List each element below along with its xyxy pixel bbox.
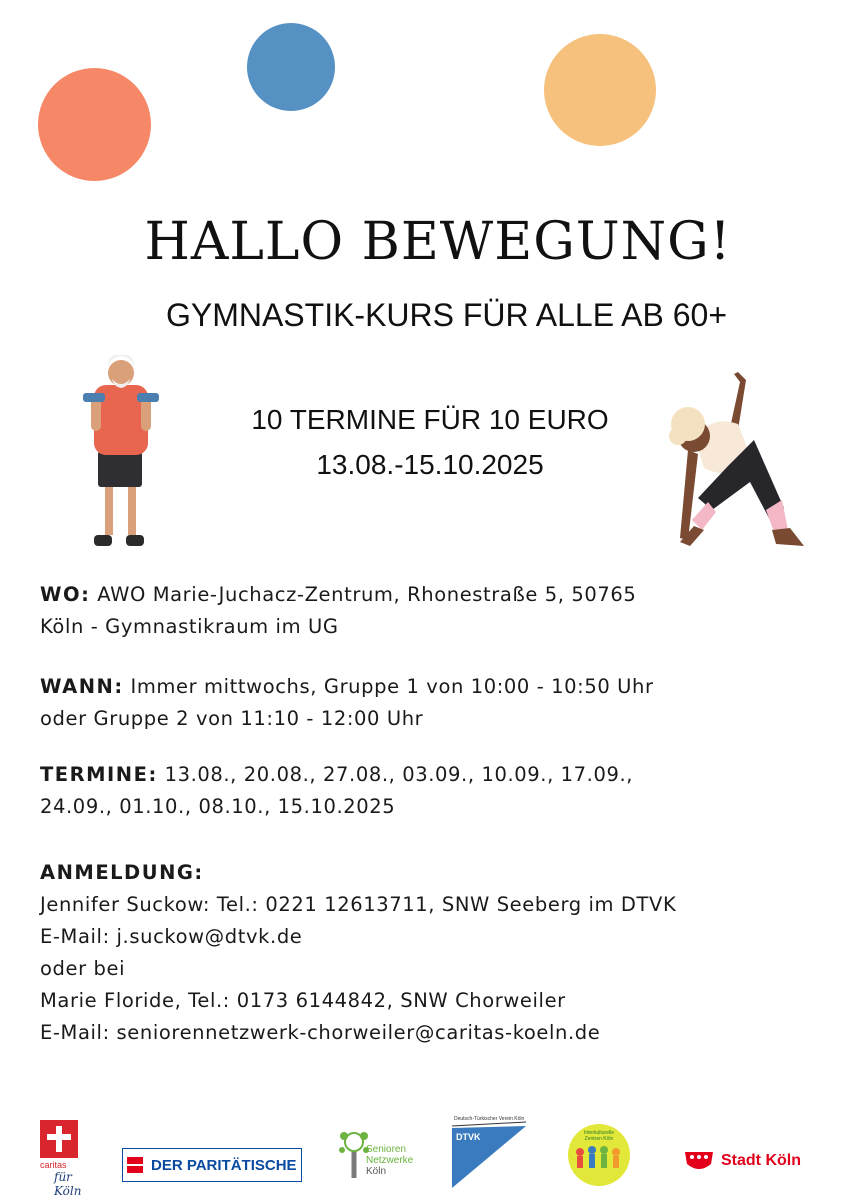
caritas-name: caritas: [40, 1160, 67, 1170]
senioren-line: Köln: [366, 1166, 387, 1177]
people-group-icon: [568, 1124, 630, 1186]
time-text: Immer mittwochs, Gruppe 1 von 10:00 - 10:50 Uhr: [130, 675, 654, 698]
dtvk-logo: [448, 1118, 528, 1190]
time-text-2: oder Gruppe 2 von 11:10 - 12:00 Uhr: [40, 707, 424, 730]
dates-label: TERMINE:: [40, 763, 158, 786]
dtvk-triangle-icon: [448, 1118, 528, 1190]
senioren-line: Senioren: [366, 1144, 407, 1155]
dates-block: [40, 759, 820, 823]
location-text: AWO Marie-Juchacz-Zentrum, Rhonestraße 5, 50765: [97, 583, 637, 606]
time-label: WANN:: [40, 675, 124, 698]
location-text-2: Köln - Gymnastikraum im UG: [40, 615, 339, 638]
registration-line: Marie Floride, Tel.: 0173 6144842, SNW Chorweiler: [40, 989, 566, 1012]
offer-price: 10 TERMINE FÜR 10 EURO: [251, 404, 609, 435]
interkulturelle-name: Interkulturelle Zentren Köln: [583, 1130, 614, 1142]
caritas-logo: [40, 1120, 102, 1198]
paritaetische-name: DER PARITÄTISCHE: [151, 1156, 297, 1174]
registration-line: E-Mail: j.suckow@dtvk.de: [40, 925, 303, 948]
caritas-cross-icon: [40, 1120, 78, 1158]
stadt-koeln-logo: [683, 1148, 801, 1174]
dtvk-name: DTVK: [456, 1132, 481, 1142]
registration-line: E-Mail: seniorennetzwerk-chorweiler@caritas-koeln.de: [40, 1021, 601, 1044]
dtvk-top: Deutsch-Türkischer Verein Köln: [454, 1116, 525, 1122]
location-block: [40, 579, 820, 643]
location-label: WO:: [40, 583, 91, 606]
registration-line: oder bei: [40, 957, 126, 980]
registration-label: ANMELDUNG:: [40, 861, 204, 884]
coat-of-arms-icon: [683, 1148, 715, 1174]
caritas-sub: für Köln: [54, 1170, 82, 1198]
orange-circle: [38, 68, 151, 181]
blue-circle: [247, 23, 335, 111]
flag-icon: [123, 1149, 145, 1181]
registration-line: Jennifer Suckow: Tel.: 0221 12613711, SNW Seeberg im DTVK: [40, 893, 677, 916]
dates-text-2: 24.09., 01.10., 08.10., 15.10.2025: [40, 795, 396, 818]
page-subtitle: GYMNASTIK-KURS FÜR ALLE AB 60+: [165, 297, 728, 333]
paritaetische-logo: [122, 1148, 302, 1182]
senioren-netzwerke-logo: [336, 1128, 422, 1186]
senioren-line: Netzwerke: [366, 1155, 414, 1166]
page-title: HALLO BEWEGUNG!: [144, 212, 732, 272]
woman-stretching-illustration: [668, 370, 810, 552]
dates-text: 13.08., 20.08., 27.08., 03.09., 10.09., 17.09.,: [164, 763, 634, 786]
man-with-dumbbells-illustration: [78, 355, 168, 550]
yellow-circle: [544, 34, 656, 146]
interkulturelle-zentren-logo: [568, 1124, 630, 1186]
registration-block: [40, 857, 820, 1049]
stadt-koeln-name: Stadt Köln: [721, 1152, 801, 1169]
offer-period: 13.08.-15.10.2025: [316, 449, 544, 480]
time-block: [40, 671, 820, 735]
